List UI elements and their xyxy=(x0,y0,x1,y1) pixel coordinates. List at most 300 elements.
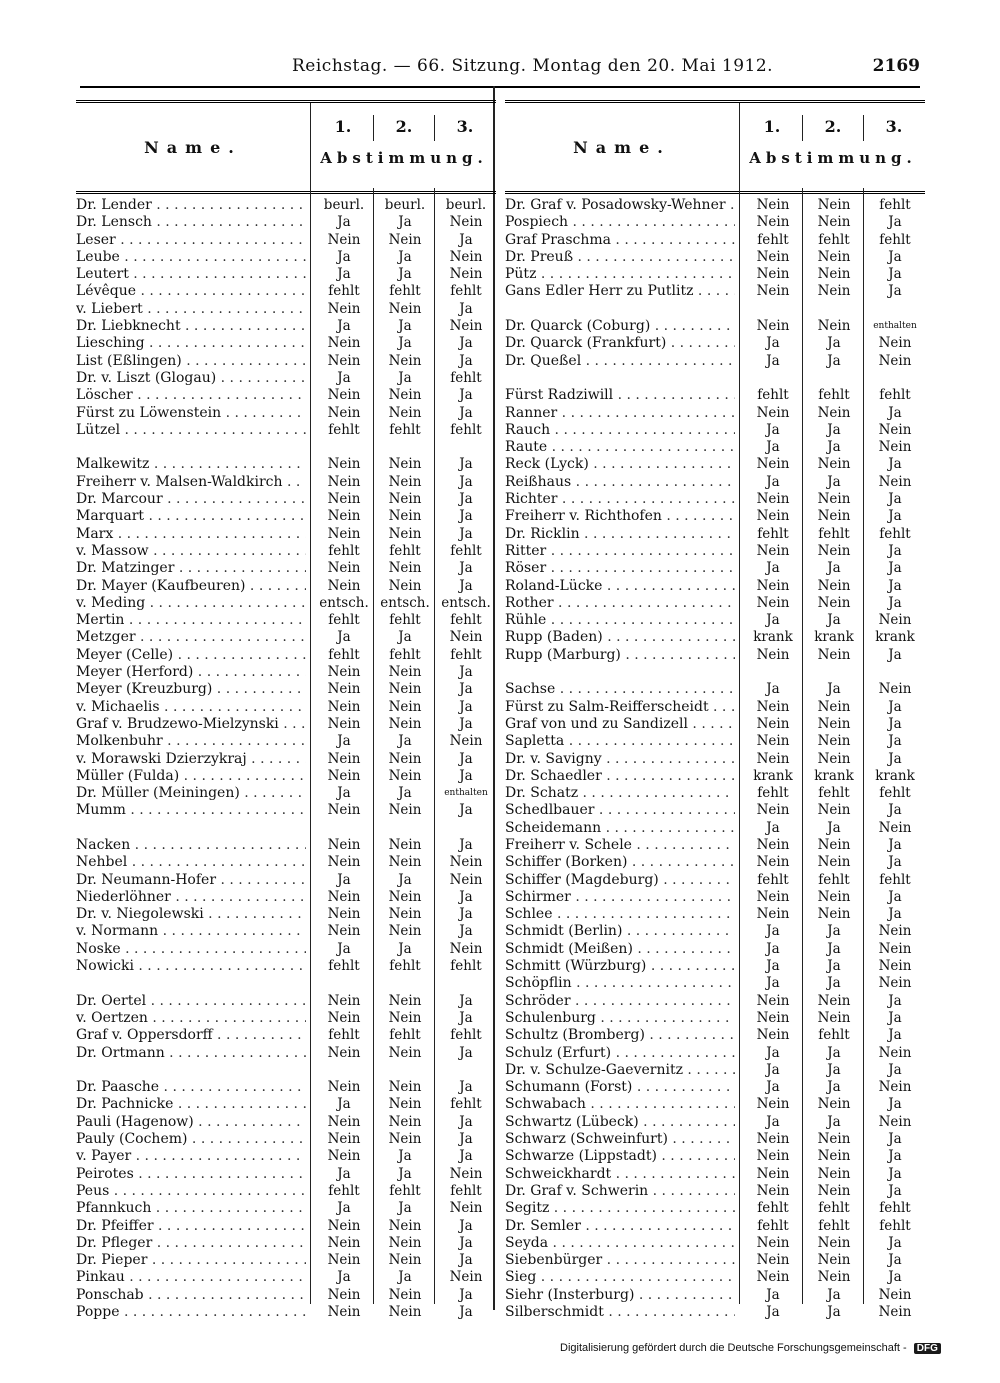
table-row xyxy=(76,681,496,698)
member-name: Meyer (Herford) . . . xyxy=(76,664,306,681)
vote-2-cell: Nein xyxy=(388,715,422,732)
vote-3-cell: Nein xyxy=(878,612,912,629)
vote-2-cell: Nein xyxy=(817,508,851,525)
vote-2-cell: fehlt xyxy=(818,785,850,802)
vote-2-cell: Nein xyxy=(817,1131,851,1148)
vote-1-cell: Nein xyxy=(756,1269,790,1286)
member-name: Ponschab . . . xyxy=(76,1287,306,1304)
vote-1-cell: Nein xyxy=(756,836,790,853)
vote-2-cell: Ja xyxy=(827,958,841,975)
vote-3-cell: Ja xyxy=(888,1009,902,1026)
vote-3-cell: Nein xyxy=(449,629,483,646)
member-name: Dr. Ortmann . . . xyxy=(76,1045,306,1062)
vote-2-cell: Nein xyxy=(817,698,851,715)
vote-2-cell: Nein xyxy=(388,300,422,317)
vote-2-cell: Nein xyxy=(388,473,422,490)
row-spacer xyxy=(76,439,496,456)
vote-3-cell: Ja xyxy=(459,888,473,905)
table-row xyxy=(76,923,496,940)
table-row xyxy=(76,422,496,439)
table-row xyxy=(505,751,925,768)
member-name: Dr. Ricklin . . . xyxy=(505,526,735,543)
vote-3-cell: Ja xyxy=(459,1286,473,1303)
vote-1-cell: Nein xyxy=(327,1234,361,1251)
member-name: Noske . . . xyxy=(76,941,306,958)
vote-1-cell: Nein xyxy=(327,1286,361,1303)
vote-2-cell: Nein xyxy=(817,1165,851,1182)
vote-2-cell: Nein xyxy=(388,923,422,940)
table-row xyxy=(505,283,925,300)
vote-2-cell: Nein xyxy=(817,802,851,819)
vote-3-cell: Nein xyxy=(878,923,912,940)
vote-3-cell: Nein xyxy=(878,1113,912,1130)
table-row xyxy=(505,1096,925,1113)
member-name: Marquart . . . xyxy=(76,508,306,525)
member-name: Rühle . . . xyxy=(505,612,735,629)
vote-3-cell: Ja xyxy=(459,664,473,681)
table-row xyxy=(76,1287,496,1304)
vote-3-cell: Ja xyxy=(459,404,473,421)
vote-1-cell: Nein xyxy=(756,508,790,525)
vote-2-cell: Ja xyxy=(398,871,412,888)
table-row xyxy=(76,1148,496,1165)
vote-2-cell: Nein xyxy=(817,715,851,732)
vote-1-cell: Nein xyxy=(327,352,361,369)
header-sep xyxy=(863,115,864,141)
vote-3-cell: Ja xyxy=(459,1079,473,1096)
member-name: Ritter . . . xyxy=(505,543,735,560)
vote-1-cell: fehlt xyxy=(757,785,789,802)
vote-3-cell: entsch. xyxy=(441,594,491,611)
vote-2-cell: Nein xyxy=(817,404,851,421)
table-row xyxy=(505,249,925,266)
table-row xyxy=(76,733,496,750)
vote-1-cell: fehlt xyxy=(328,1027,360,1044)
vote-1-cell: Nein xyxy=(327,1148,361,1165)
vote-1-cell: Nein xyxy=(327,508,361,525)
vote-2-cell: Nein xyxy=(388,1113,422,1130)
table-row xyxy=(505,612,925,629)
member-name: Dr. v. Savigny . . . xyxy=(505,751,735,768)
vote-2-cell: Ja xyxy=(398,335,412,352)
vote-3-cell: Ja xyxy=(459,906,473,923)
table-row xyxy=(76,560,496,577)
right-column xyxy=(505,100,925,1320)
vote-1-cell: Nein xyxy=(327,1252,361,1269)
vote-1-cell: Nein xyxy=(327,1131,361,1148)
vote-1-cell: Nein xyxy=(327,664,361,681)
header-divider xyxy=(739,103,740,191)
vote-1-cell: Nein xyxy=(756,733,790,750)
vote-1-cell: entsch. xyxy=(319,594,369,611)
table-row xyxy=(505,491,925,508)
table-row xyxy=(76,405,496,422)
vote-2-cell: Nein xyxy=(388,456,422,473)
vote-1-cell: Nein xyxy=(756,1096,790,1113)
vote-3-cell: Ja xyxy=(459,491,473,508)
vote-2-cell: Nein xyxy=(817,266,851,283)
vote-1-cell: Nein xyxy=(327,335,361,352)
table-row xyxy=(76,664,496,681)
vote-2-cell: Nein xyxy=(817,646,851,663)
vote-3-cell: Nein xyxy=(449,318,483,335)
member-name: Fürst zu Salm-Reifferscheidt . . . xyxy=(505,699,735,716)
vote-2-cell: fehlt xyxy=(818,231,850,248)
vote-1-cell: Ja xyxy=(337,629,351,646)
footer-text: Digitalisierung gefördert durch die Deutsche Forschungsgemeinschaft - xyxy=(560,1342,907,1354)
member-name: v. Payer . . . xyxy=(76,1148,306,1165)
member-name: Freiherr v. Schele . . . xyxy=(505,837,735,854)
vote-3-cell: Nein xyxy=(878,1044,912,1061)
table-row xyxy=(505,733,925,750)
vote-2-cell: Ja xyxy=(827,352,841,369)
vote-3-cell: Ja xyxy=(459,231,473,248)
member-name: Nacken . . . xyxy=(76,837,306,854)
vote-1-cell: Nein xyxy=(327,525,361,542)
member-name: Freiherr v. Richthofen . . . xyxy=(505,508,735,525)
vote-2-cell: Nein xyxy=(817,577,851,594)
vote-3-cell: Nein xyxy=(878,1304,912,1320)
vote-1-cell: Ja xyxy=(766,439,780,456)
vote-2-cell: Ja xyxy=(827,1304,841,1320)
vote-3-cell: Ja xyxy=(888,214,902,231)
table-row xyxy=(76,612,496,629)
vote-2-cell: Nein xyxy=(388,231,422,248)
member-name: Dr. Quarck (Coburg) . . . xyxy=(505,318,735,335)
vote-1-cell: Nein xyxy=(756,646,790,663)
table-row xyxy=(76,370,496,387)
table-row xyxy=(76,1027,496,1044)
table-row xyxy=(505,578,925,595)
vote-2-cell: Ja xyxy=(398,1269,412,1286)
vote-3-cell: fehlt xyxy=(879,1200,911,1217)
vote-2-cell: fehlt xyxy=(389,283,421,300)
vote-3-header: 3. xyxy=(885,117,903,136)
member-name: Schwarz (Schweinfurt) . . . xyxy=(505,1131,735,1148)
vote-2-cell: fehlt xyxy=(818,1217,850,1234)
member-name: Seyda . . . xyxy=(505,1235,735,1252)
name-column-header: Name. xyxy=(573,137,671,157)
table-row xyxy=(76,1096,496,1113)
vote-3-cell: Ja xyxy=(459,681,473,698)
table-row xyxy=(76,1079,496,1096)
vote-1-cell: fehlt xyxy=(757,525,789,542)
vote-2-cell: fehlt xyxy=(818,1027,850,1044)
vote-3-cell: Ja xyxy=(459,352,473,369)
vote-3-cell: Ja xyxy=(888,1252,902,1269)
vote-1-cell: krank xyxy=(753,629,793,646)
member-name: Leube . . . xyxy=(76,249,306,266)
header-sep xyxy=(802,115,803,141)
member-name: v. Normann . . . xyxy=(76,923,306,940)
table-row xyxy=(505,802,925,819)
member-name: Schweickhardt . . . xyxy=(505,1166,735,1183)
vote-3-cell: enthalten xyxy=(873,321,917,332)
member-name: Dr. Preuß . . . xyxy=(505,249,735,266)
vote-1-cell: Nein xyxy=(756,1009,790,1026)
vote-2-cell: Ja xyxy=(827,612,841,629)
member-name: Ranner . . . xyxy=(505,405,735,422)
member-name: Reißhaus . . . xyxy=(505,474,735,491)
table-row xyxy=(76,1166,496,1183)
vote-1-cell: Nein xyxy=(327,888,361,905)
vote-2-cell: Nein xyxy=(817,214,851,231)
table-row xyxy=(505,1304,925,1321)
member-name: Niederlöhner . . . xyxy=(76,889,306,906)
vote-3-cell: Ja xyxy=(888,542,902,559)
vote-3-cell: beurl. xyxy=(445,197,487,213)
table-row xyxy=(505,958,925,975)
table-row xyxy=(505,266,925,283)
vote-1-cell: Nein xyxy=(756,318,790,335)
vote-2-cell: Ja xyxy=(398,733,412,750)
vote-1-cell: beurl. xyxy=(323,197,365,213)
member-name: Dr. Paasche . . . xyxy=(76,1079,306,1096)
table-row xyxy=(505,335,925,352)
table-row xyxy=(76,629,496,646)
table-row xyxy=(505,1114,925,1131)
vote-2-cell: Nein xyxy=(388,1304,422,1320)
vote-1-cell: fehlt xyxy=(328,646,360,663)
vote-3-cell: fehlt xyxy=(879,231,911,248)
vote-1-cell: Ja xyxy=(766,560,780,577)
vote-3-cell: fehlt xyxy=(879,525,911,542)
vote-3-header: 3. xyxy=(456,117,474,136)
vote-3-cell: Ja xyxy=(888,646,902,663)
member-name: Leser . . . xyxy=(76,232,306,249)
member-name: Schultz (Bromberg) . . . xyxy=(505,1027,735,1044)
member-name: Dr. v. Niegolewski . . . xyxy=(76,906,306,923)
vote-1-cell: Nein xyxy=(327,491,361,508)
vote-2-cell: Nein xyxy=(388,508,422,525)
member-name: Schumann (Forst) . . . xyxy=(505,1079,735,1096)
vote-3-cell: fehlt xyxy=(450,421,482,438)
vote-2-cell: Nein xyxy=(388,992,422,1009)
vote-2-cell: Nein xyxy=(817,318,851,335)
vote-1-cell: Ja xyxy=(337,248,351,265)
vote-3-cell: Ja xyxy=(459,1148,473,1165)
vote-1-cell: Nein xyxy=(756,1165,790,1182)
table-row xyxy=(505,543,925,560)
member-name: Sieg . . . xyxy=(505,1269,735,1286)
vote-3-cell: Ja xyxy=(459,508,473,525)
table-row xyxy=(76,456,496,473)
table-row xyxy=(505,872,925,889)
table-row xyxy=(76,353,496,370)
table-row xyxy=(505,1269,925,1286)
vote-3-cell: Ja xyxy=(459,992,473,1009)
vote-1-cell: fehlt xyxy=(757,871,789,888)
vote-1-cell: Ja xyxy=(337,871,351,888)
vote-1-cell: Nein xyxy=(756,248,790,265)
row-spacer xyxy=(76,820,496,837)
table-row xyxy=(76,958,496,975)
table-row xyxy=(505,1027,925,1044)
vote-3-cell: Ja xyxy=(459,1009,473,1026)
member-name: Schmitt (Würzburg) . . . xyxy=(505,958,735,975)
left-column xyxy=(76,100,496,1320)
vote-1-cell: Nein xyxy=(756,456,790,473)
vote-3-cell: Ja xyxy=(459,1304,473,1320)
vote-1-cell: fehlt xyxy=(757,387,789,404)
table-row xyxy=(76,1235,496,1252)
vote-3-cell: Ja xyxy=(888,715,902,732)
member-name: Rauch . . . xyxy=(505,422,735,439)
vote-3-cell: krank xyxy=(875,629,915,646)
member-name: Dr. Mayer (Kaufbeuren) . . . xyxy=(76,578,306,595)
vote-2-cell: Nein xyxy=(388,681,422,698)
vote-1-cell: Nein xyxy=(327,854,361,871)
vote-2-cell: Nein xyxy=(817,456,851,473)
vote-3-cell: Ja xyxy=(888,1061,902,1078)
vote-1-cell: Nein xyxy=(327,300,361,317)
vote-1-cell: Ja xyxy=(766,1286,780,1303)
vote-1-cell: Nein xyxy=(327,750,361,767)
member-name: Schröder . . . xyxy=(505,993,735,1010)
vote-3-cell: Ja xyxy=(888,1131,902,1148)
vote-2-cell: Ja xyxy=(827,819,841,836)
member-name: Dr. Graf v. Posadowsky-Wehner . . . xyxy=(505,197,735,214)
vote-3-cell: Ja xyxy=(459,1217,473,1234)
vote-2-cell: krank xyxy=(814,629,854,646)
vote-1-cell: Nein xyxy=(327,836,361,853)
table-row xyxy=(76,647,496,664)
vote-3-cell: Nein xyxy=(878,1079,912,1096)
member-name: Schirmer . . . xyxy=(505,889,735,906)
vote-3-cell: Ja xyxy=(888,594,902,611)
table-row xyxy=(76,1304,496,1321)
vote-1-cell: fehlt xyxy=(757,231,789,248)
member-name: Sachse . . . xyxy=(505,681,735,698)
vote-2-cell: Nein xyxy=(817,854,851,871)
vote-3-cell: Ja xyxy=(888,992,902,1009)
vote-3-cell: fehlt xyxy=(879,785,911,802)
member-name: Dr. Pieper . . . xyxy=(76,1252,306,1269)
member-name: Dr. v. Liszt (Glogau) . . . xyxy=(76,370,306,387)
vote-2-cell: Nein xyxy=(817,906,851,923)
vote-1-cell: Nein xyxy=(327,1304,361,1320)
vote-2-cell: Ja xyxy=(827,923,841,940)
vote-1-cell: Ja xyxy=(337,940,351,957)
vote-3-cell: Ja xyxy=(888,266,902,283)
table-row xyxy=(505,1010,925,1027)
footer xyxy=(560,1342,970,1354)
vote-2-cell: Nein xyxy=(817,836,851,853)
vote-3-cell: Ja xyxy=(459,456,473,473)
vote-2-cell: Nein xyxy=(388,525,422,542)
vote-3-cell: Ja xyxy=(459,802,473,819)
vote-2-cell: Nein xyxy=(388,1286,422,1303)
table-row xyxy=(505,318,925,335)
table-row xyxy=(505,768,925,785)
vote-2-cell: Nein xyxy=(817,1148,851,1165)
table-row xyxy=(76,1183,496,1200)
member-name: Fürst zu Löwenstein . . . xyxy=(76,405,306,422)
vote-2-cell: Nein xyxy=(388,750,422,767)
table-row xyxy=(76,785,496,802)
vote-3-cell: Ja xyxy=(459,836,473,853)
member-name: Dr. Graf v. Schwerin . . . xyxy=(505,1183,735,1200)
vote-1-cell: Nein xyxy=(756,1131,790,1148)
vote-1-cell: Nein xyxy=(756,197,790,213)
vote-2-header: 2. xyxy=(395,117,413,136)
vote-3-cell: fehlt xyxy=(450,646,482,663)
abstimmung-header: Abstimmung. xyxy=(320,149,488,167)
vote-1-cell: Nein xyxy=(327,802,361,819)
member-name: List (Eßlingen) . . . xyxy=(76,353,306,370)
vote-1-cell: Ja xyxy=(337,318,351,335)
member-name: Dr. Schaedler . . . xyxy=(505,768,735,785)
table-row xyxy=(505,422,925,439)
vote-3-cell: krank xyxy=(875,767,915,784)
vote-1-cell: Nein xyxy=(327,577,361,594)
table-row xyxy=(505,1062,925,1079)
vote-3-cell: Ja xyxy=(459,335,473,352)
vote-2-cell: fehlt xyxy=(389,542,421,559)
vote-3-cell: Ja xyxy=(459,300,473,317)
vote-3-cell: Ja xyxy=(888,1182,902,1199)
vote-2-cell: Ja xyxy=(398,318,412,335)
vote-2-cell: Ja xyxy=(398,785,412,802)
vote-1-cell: Ja xyxy=(766,612,780,629)
table-row xyxy=(505,906,925,923)
row-spacer xyxy=(505,370,925,387)
vote-2-cell: Nein xyxy=(388,1044,422,1061)
vote-1-cell: Nein xyxy=(327,715,361,732)
vote-2-cell: Nein xyxy=(817,542,851,559)
vote-1-cell: Nein xyxy=(756,594,790,611)
vote-1-cell: Nein xyxy=(756,404,790,421)
vote-1-cell: Nein xyxy=(756,854,790,871)
vote-2-cell: Nein xyxy=(817,733,851,750)
vote-2-cell: Nein xyxy=(817,1252,851,1269)
vote-1-cell: Nein xyxy=(756,906,790,923)
vote-2-cell: fehlt xyxy=(389,1027,421,1044)
vote-3-cell: Ja xyxy=(888,508,902,525)
member-name: Dr. Oertel . . . xyxy=(76,993,306,1010)
table-row xyxy=(76,335,496,352)
vote-2-cell: Nein xyxy=(388,577,422,594)
vote-3-cell: Ja xyxy=(888,1165,902,1182)
member-name: Graf v. Brudzewo-Mielzynski . . . xyxy=(76,716,306,733)
member-name: Meyer (Celle) . . . xyxy=(76,647,306,664)
vote-3-cell: Ja xyxy=(888,1096,902,1113)
table-row xyxy=(76,837,496,854)
vote-2-cell: fehlt xyxy=(389,646,421,663)
vote-3-cell: fehlt xyxy=(879,871,911,888)
member-name: Schiffer (Borken) . . . xyxy=(505,854,735,871)
table-row xyxy=(505,439,925,456)
vote-1-cell: Nein xyxy=(756,802,790,819)
vote-3-cell: fehlt xyxy=(450,1182,482,1199)
vote-3-cell: Ja xyxy=(888,491,902,508)
member-name: Dr. Quarck (Frankfurt) . . . xyxy=(505,335,735,352)
vote-1-cell: Nein xyxy=(327,387,361,404)
table-row xyxy=(505,629,925,646)
vote-3-cell: Ja xyxy=(888,888,902,905)
vote-1-cell: Nein xyxy=(327,1079,361,1096)
vote-1-cell: fehlt xyxy=(328,542,360,559)
vote-1-cell: Nein xyxy=(756,888,790,905)
vote-1-cell: Nein xyxy=(756,715,790,732)
table-row xyxy=(505,699,925,716)
vote-1-cell: Nein xyxy=(327,1009,361,1026)
member-name: Pospiech . . . xyxy=(505,214,735,231)
member-name: Schwabach . . . xyxy=(505,1096,735,1113)
vote-1-cell: Nein xyxy=(327,1044,361,1061)
vote-3-cell: Nein xyxy=(878,975,912,992)
vote-2-cell: Ja xyxy=(398,629,412,646)
